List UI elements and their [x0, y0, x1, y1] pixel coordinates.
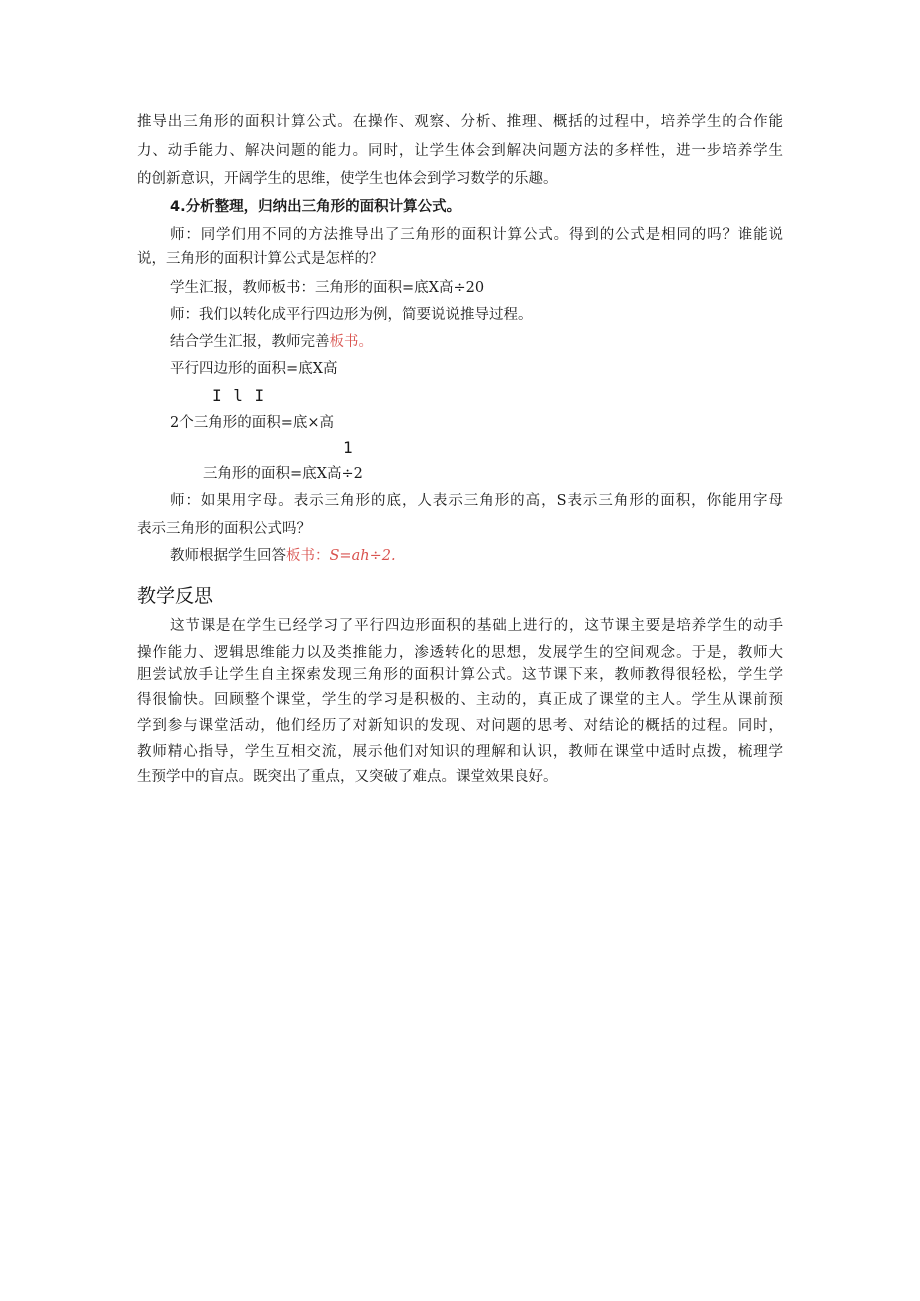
reflection-heading: 教学反思	[137, 585, 214, 607]
section-4-title: 4.分析整理，归纳出三角形的面积计算公式。	[170, 199, 462, 215]
reflection-line-7: 生预学中的盲点。既突出了重点，又突破了难点。课堂效果良好。	[137, 769, 558, 785]
final-formula-line	[170, 546, 396, 566]
intro-line-2: 力、动手能力、解决问题的能力。同时，让学生体会到解决问题方法的多样性，进一步培养学生	[137, 143, 783, 159]
final-board-label: 板书：	[286, 548, 330, 564]
board-label: 板书。	[329, 334, 373, 350]
reflection-line-6: 教师精心指导，学生互相交流，展示他们对知识的理解和认识，教师在课堂中适时点拨，梳理学	[137, 744, 783, 760]
board-completion	[170, 332, 373, 352]
letter-question-line-1: 师：如果用字母。表示三角形的底，人表示三角形的高，S表示三角形的面积，你能用字母	[170, 493, 783, 509]
teacher-question-line-1: 师：同学们用不同的方法推导出了三角形的面积计算公式。得到的公式是相同的吗？谁能说	[170, 227, 783, 243]
area-formula: S=ah÷2.	[329, 548, 396, 564]
letter-question-line-2: 表示三角形的面积公式吗？	[137, 521, 311, 537]
student-report: 学生汇报，教师板书：三角形的面积=底X高÷20	[170, 280, 485, 296]
final-formula-text: 教师根据学生回答	[170, 548, 286, 564]
formula-two-triangles: 2个三角形的面积=底×高	[170, 415, 335, 431]
formula-parallelogram: 平行四边形的面积=底X高	[170, 361, 338, 377]
intro-line-3: 的创新意识，开阔学生的思维，使学生也体会到学习数学的乐趣。	[137, 171, 558, 187]
reflection-line-1: 这节课是在学生已经学习了平行四边形面积的基础上进行的，这节课主要是培养学生的动手	[170, 618, 783, 634]
reflection-line-2: 操作能力、逻辑思维能力以及类推能力，渗透转化的思想，发展学生的空间观念。于是，教师大	[137, 645, 783, 661]
teacher-derivation-prompt: 师：我们以转化成平行四边形为例，简要说说推导过程。	[170, 307, 533, 323]
formula-triangle: 三角形的面积=底X高÷2	[203, 466, 363, 482]
reflection-line-3: 胆尝试放手让学生自主探索发现三角形的面积计算公式。这节课下来，教师教得很轻松，学生学	[137, 667, 783, 683]
reflection-line-5: 学到参与课堂活动，他们经历了对新知识的发现、对问题的思考、对结论的概括的过程。同时，	[137, 718, 783, 734]
reflection-line-4: 得很愉快。回顾整个课堂，学生的学习是积极的、主动的，真正成了课堂的主人。学生从课前预	[137, 692, 783, 708]
intro-line-1: 推导出三角形的面积计算公式。在操作、观察、分析、推理、概括的过程中，培养学生的合作能	[137, 114, 783, 130]
teacher-question-line-2: 说，三角形的面积计算公式是怎样的？	[137, 251, 384, 267]
formula-mark-2: 1	[343, 438, 354, 457]
formula-mark-1: I l I	[212, 386, 266, 405]
board-completion-text: 结合学生汇报，教师完善	[170, 334, 330, 350]
